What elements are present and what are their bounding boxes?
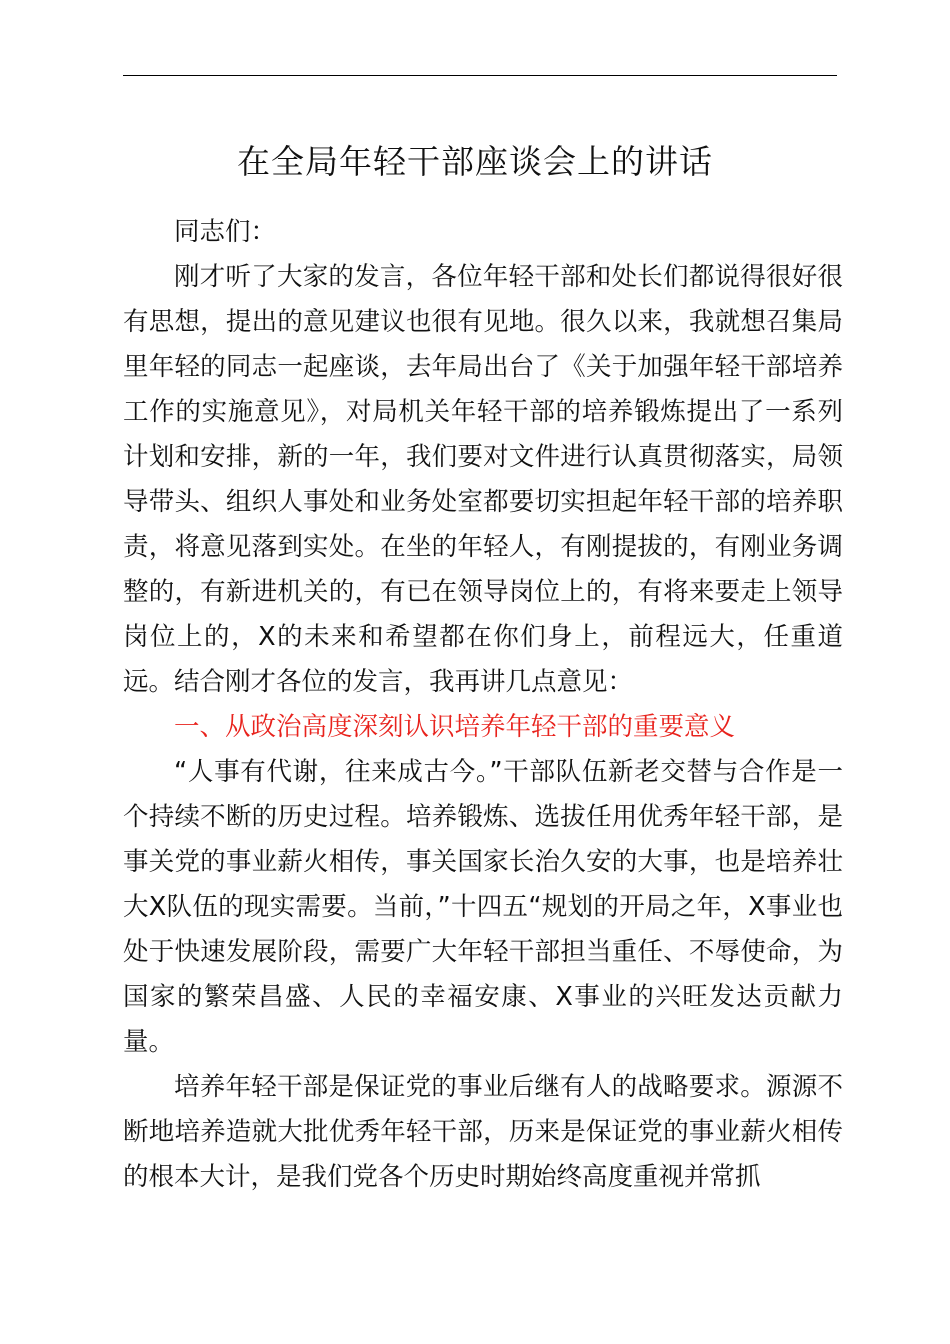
document-body: [123, 210, 843, 1200]
salutation: 同志们：: [174, 217, 277, 247]
paragraph-section-1-b: 培养年轻干部是保证党的事业后继有人的战略要求。源源不断地培养造就大批优秀年轻干部，历来是保证党的事业薪火相传的根本大计，是我们党各个历史时期始终高度重视并常抓: [123, 1072, 843, 1192]
section-heading-1: 一、从政治高度深刻认识培养年轻干部的重要意义: [174, 712, 736, 742]
document-title: 在全局年轻干部座谈会上的讲话: [237, 142, 713, 181]
paragraph-section-1-a: “人事有代谢，往来成古今。”干部队伍新老交替与合作是一个持续不断的历史过程。培养锻炼、选拔任用优秀年轻干部，是事关党的事业薪火相传，事关国家长治久安的大事，也是培养壮大X队伍的现实需要。当前，”十四五“规划的开局之年，X事业也处于快速发展阶段，需要广大年轻干部担当重任、不辱使命，为国家的繁荣昌盛、人民的幸福安康、X事业的兴旺发达贡献力量。: [123, 757, 843, 1057]
paragraph-intro: 刚才听了大家的发言，各位年轻干部和处长们都说得很好很有思想，提出的意见建议也很有见地。很久以来，我就想召集局里年轻的同志一起座谈，去年局出台了《关于加强年轻干部培养工作的实施意见》，对局机关年轻干部的培养锻炼提出了一系列计划和安排，新的一年，我们要对文件进行认真贯彻落实，局领导带头、组织人事处和业务处室都要切实担起年轻干部的培养职责，将意见落到实处。在坐的年轻人，有刚提拔的，有刚业务调整的，有新进机关的，有已在领导岗位上的，有将来要走上领导岗位上的，X的未来和希望都在你们身上，前程远大，任重道远。结合刚才各位的发言，我再讲几点意见：: [123, 262, 843, 697]
header-rule: [123, 75, 837, 76]
